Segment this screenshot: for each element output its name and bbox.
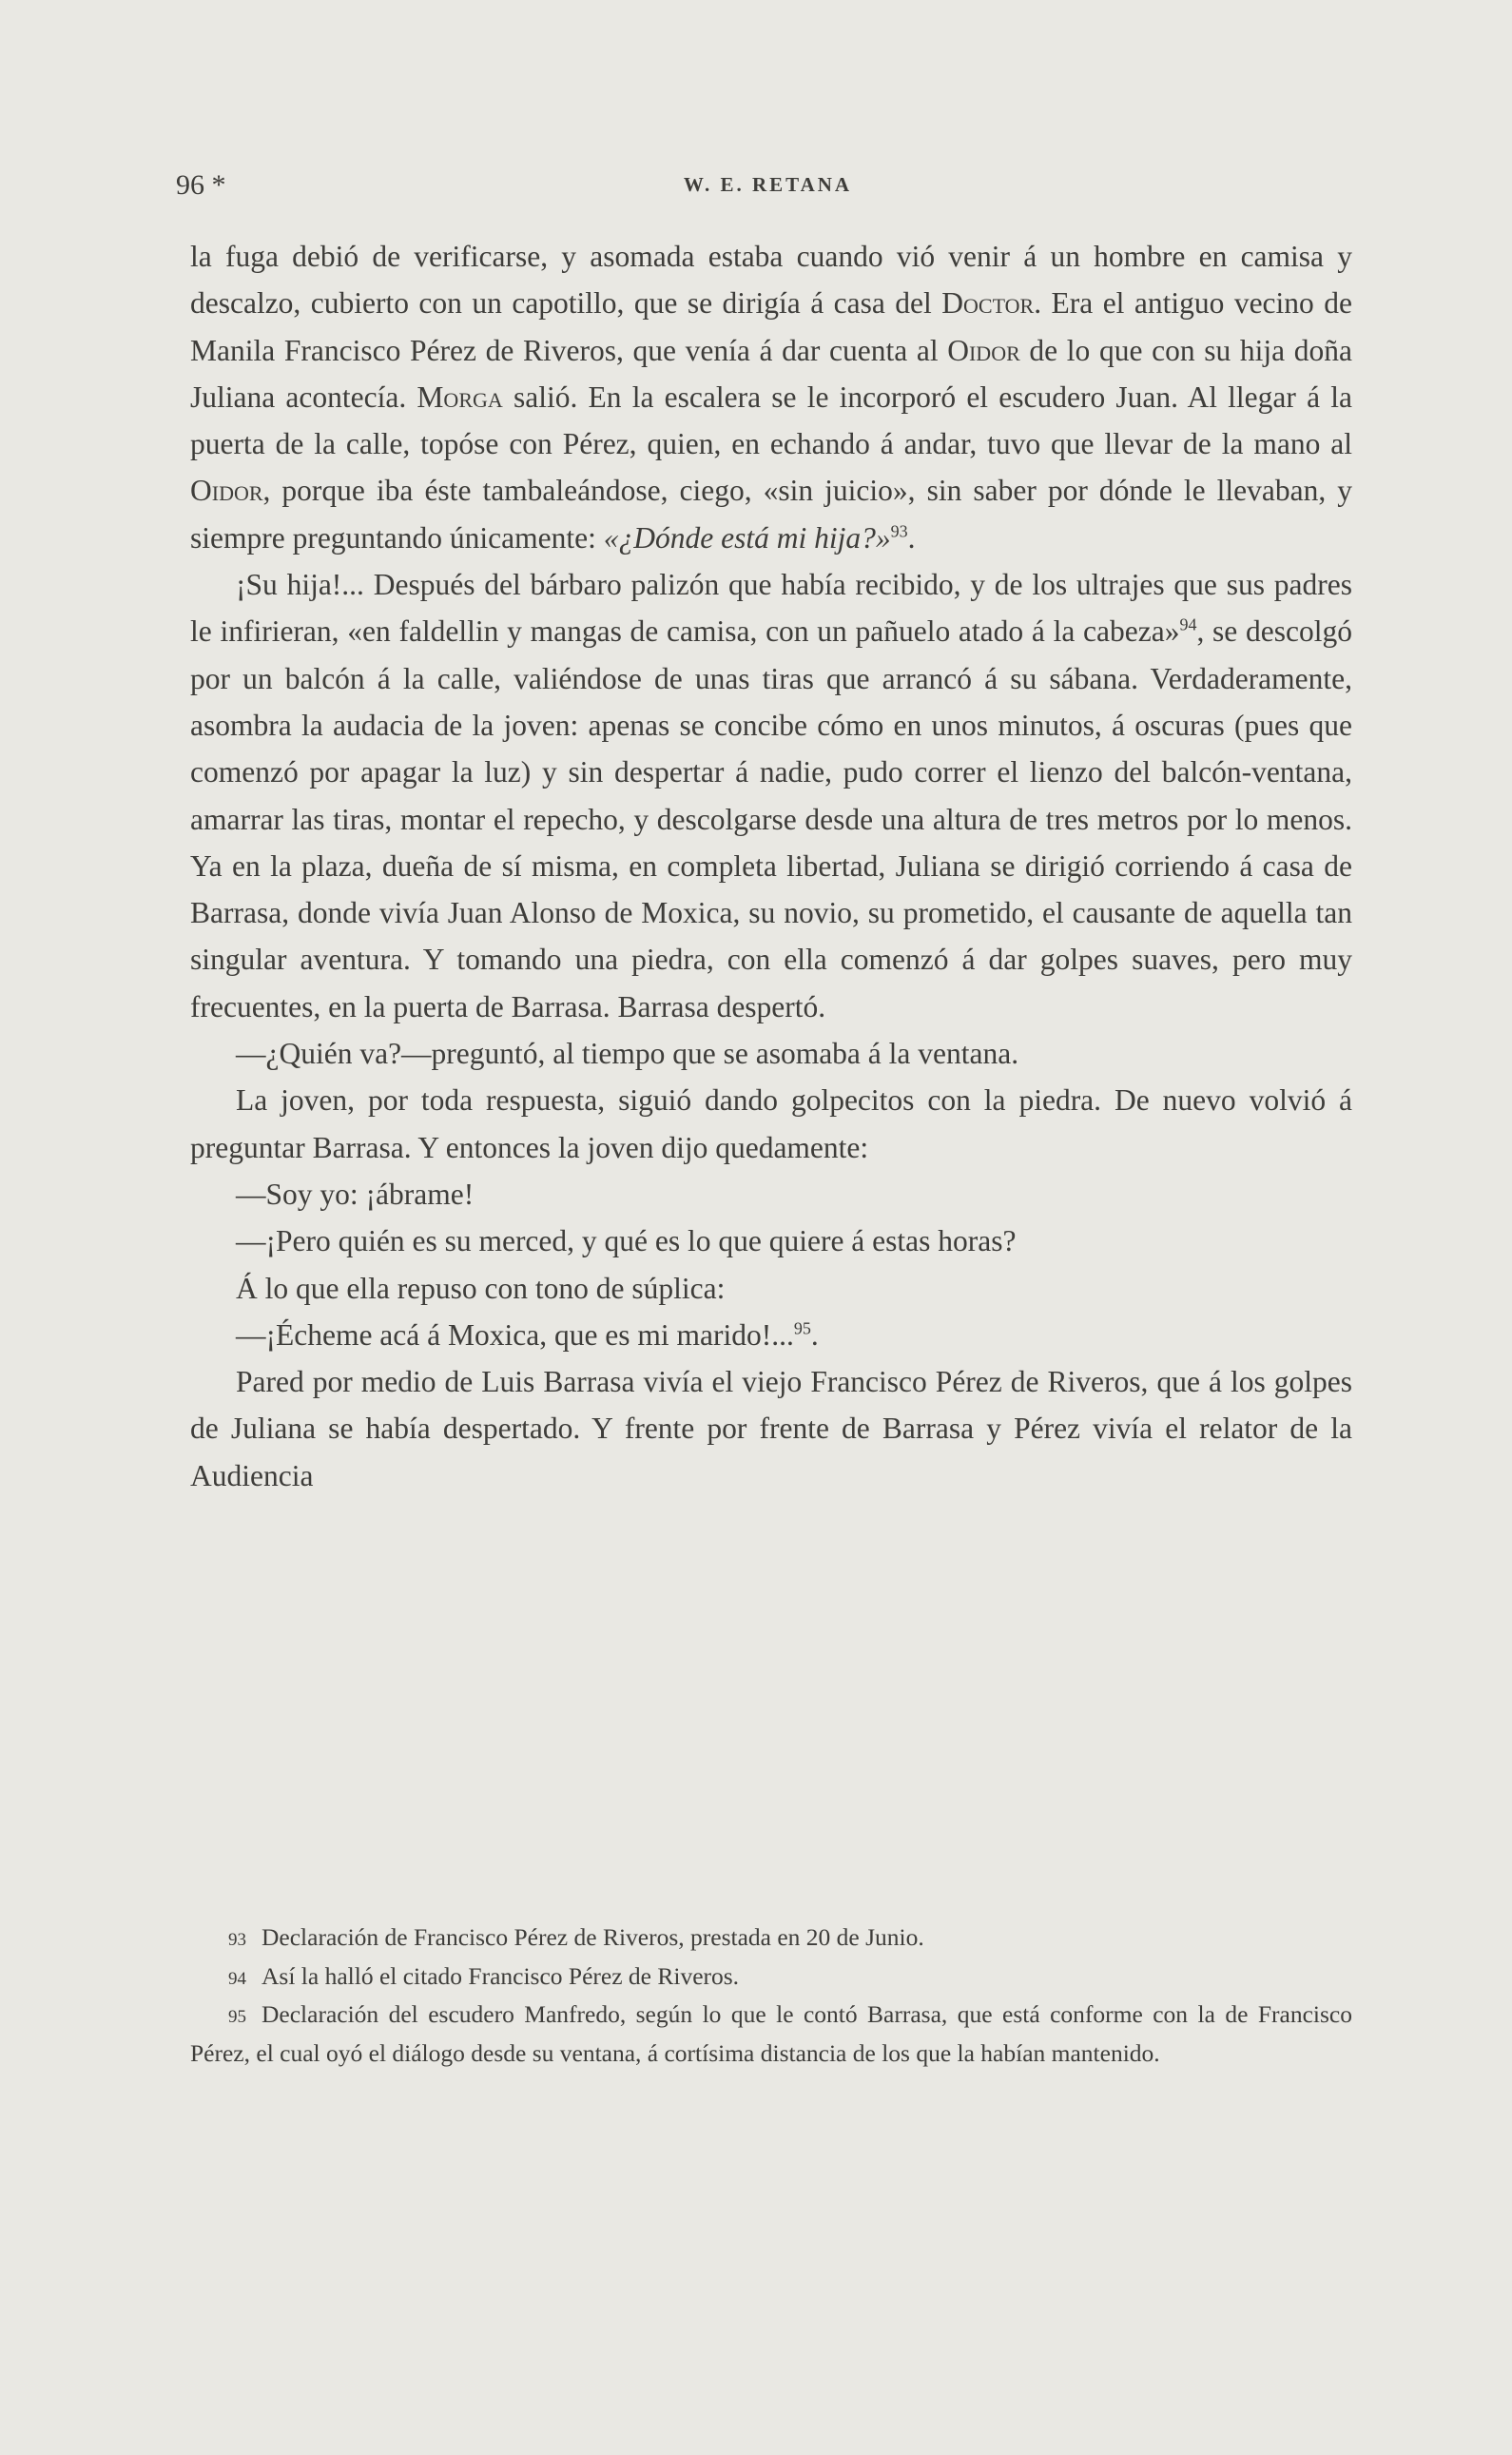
- paragraph-1: la fuga debió de verificarse, y asomada estaba cuando vió venir á un hombre en camisa y descalzo, cubierto con un capotillo, que se dirigía á casa del Doctor. Era el antiguo vecino de Manila Francisco Pérez de Riveros, que venía á dar cuenta al Oidor de lo que con su hija doña Juliana acontecía. Morga salió. En la escalera se le incorporó el escudero Juan. Al llegar á la puerta de la calle, topóse con Pérez, quien, en echando á andar, tuvo que llevar de la mano al Oidor, porque iba éste tambaleándose, ciego, «sin juicio», sin saber por dónde le llevaban, y siempre preguntando únicamente: «¿Dónde está mi hija?»$^{93}$.: [190, 240, 1353, 555]
- footnote-text: Declaración del escudero Manfredo, según lo que le contó Barrasa, que está conforme con la de Francisco Pérez, el cual oyó el diálogo desde su ventana, á cortísima distancia de los que la habían mantenido.: [190, 2000, 1352, 2067]
- footnote-95: [190, 1997, 1352, 2071]
- footnote-ref-95: 95: [793, 1318, 811, 1338]
- footnotes: [190, 1919, 1352, 2071]
- footnote-ref-93: 93: [890, 521, 908, 541]
- paragraph-7: Á lo que ella repuso con tono de súplica:: [236, 1271, 726, 1305]
- footnote-93: [190, 1919, 1352, 1958]
- paragraph-4: La joven, por toda respuesta, siguió dando golpecitos con la piedra. De nuevo volvió á preguntar Barrasa. Y entonces la joven dijo quedamente:: [190, 1083, 1352, 1164]
- page-header: [176, 169, 1360, 207]
- paragraph-3: —¿Quién va?—preguntó, al tiempo que se asomaba á la ventana.: [236, 1037, 1019, 1071]
- paragraph-9: Pared por medio de Luis Barrasa vivía el viejo Francisco Pérez de Riveros, que á los golpes de Juliana se había despertado. Y frente por frente de Barrasa y Pérez vivía el relator de la Audiencia: [190, 1365, 1352, 1492]
- footnote-text: Así la halló el citado Francisco Pérez de Riveros.: [262, 1961, 740, 1990]
- body-text: [190, 233, 1352, 1499]
- small-caps-oidor: Oidor: [947, 333, 1020, 367]
- footnote-text: Declaración de Francisco Pérez de Riveros, prestada en 20 de Junio.: [262, 1923, 924, 1951]
- footnote-94: [190, 1958, 1352, 1997]
- page-number: 96 *: [176, 169, 226, 201]
- paragraph-6: —¡Pero quién es su merced, y qué es lo que quiere á estas horas?: [236, 1224, 1017, 1258]
- italic-quote: «¿Dónde está mi hija?»: [603, 520, 891, 555]
- paragraph-5: —Soy yo: ¡ábrame!: [236, 1177, 475, 1211]
- small-caps-morga: Morga: [417, 380, 503, 414]
- footnote-ref-94: 94: [1179, 614, 1197, 634]
- small-caps-oidor: Oidor: [190, 474, 263, 508]
- paragraph-8: —¡Écheme acá á Moxica, que es mi marido!...$^{95}$.: [236, 1317, 819, 1352]
- footnote-number: 95: [228, 2007, 246, 2027]
- paragraph-2: ¡Su hija!... Después del bárbaro palizón que había recibido, y de los ultrajes que sus padres le infirieran, «en faldellin y mangas de camisa, con un pañuelo atado á la cabeza»$^{94}$, se descolgó por un balcón á la calle, valiéndose de unas tiras que arrancó á su sábana. Verdaderamente, asombra la audacia de la joven: apenas se concibe cómo en unos minutos, á oscuras (pues que comenzó por apagar la luz) y sin despertar á nadie, pudo correr el lienzo del balcón-ventana, amarrar las tiras, montar el repecho, y descolgarse desde una altura de tres metros por lo menos. Ya en la plaza, dueña de sí misma, en completa libertad, Juliana se dirigió corriendo á casa de Barrasa, donde vivía Juan Alonso de Moxica, su novio, su prometido, el causante de aquella tan singular aventura. Y tomando una piedra, con ella comenzó á dar golpes suaves, pero muy frecuentes, en la puerta de Barrasa. Barrasa despertó.: [190, 568, 1352, 1023]
- running-head: W. E. RETANA: [683, 173, 853, 196]
- footnote-number: 93: [228, 1930, 246, 1950]
- small-caps-doctor: Doctor: [941, 286, 1035, 321]
- footnote-number: 94: [228, 1968, 246, 1989]
